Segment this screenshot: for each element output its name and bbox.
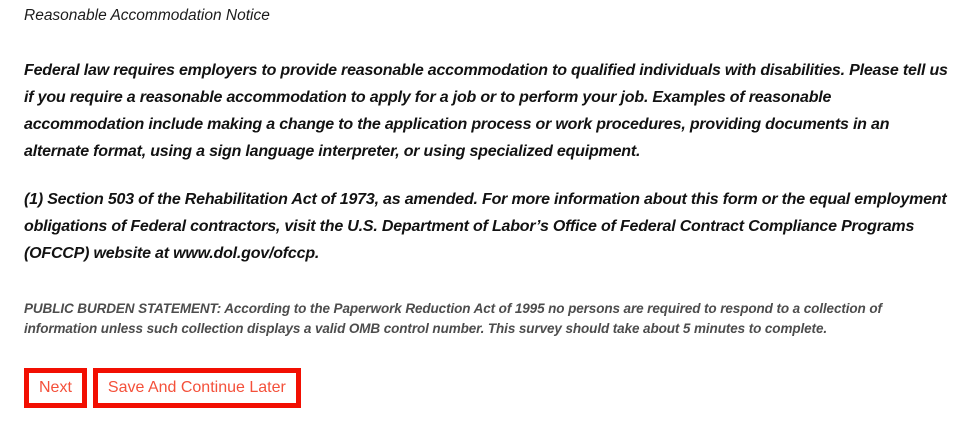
- next-button[interactable]: Next: [29, 373, 82, 403]
- public-burden-statement: PUBLIC BURDEN STATEMENT: According to the Paperwork Reduction Act of 1995 no persons are required to respond to a collection of information unless such collection displays a valid OMB control number. This survey should take about 5 minutes to complete.: [24, 301, 882, 336]
- notice-paragraph-federal-law: Federal law requires employers to provide reasonable accommodation to qualified individuals with disabilities. Please tell us if you require a reasonable accommodation to apply for a job or to perform your job. Examples of reasonable accommodation include making a change to the application process or work procedures, providing documents in an alternate format, using a sign language interpreter, or using specialized equipment.: [24, 62, 948, 160]
- page-title: Reasonable Accommodation Notice: [24, 7, 270, 24]
- save-and-continue-button-annotation-rect: [93, 368, 301, 408]
- notice-paragraph-section-503: (1) Section 503 of the Rehabilitation Act of 1973, as amended. For more information about this form or the equal employment obligations of Federal contractors, visit the U.S. Department of Labor’s Office of Federal Contract Compliance Programs (OFCCP) website at www.dol.gov/ofccp.: [24, 191, 947, 262]
- form-action-buttons: [24, 368, 301, 408]
- next-button-annotation-rect: [24, 368, 87, 408]
- save-and-continue-later-button[interactable]: Save And Continue Later: [98, 373, 296, 403]
